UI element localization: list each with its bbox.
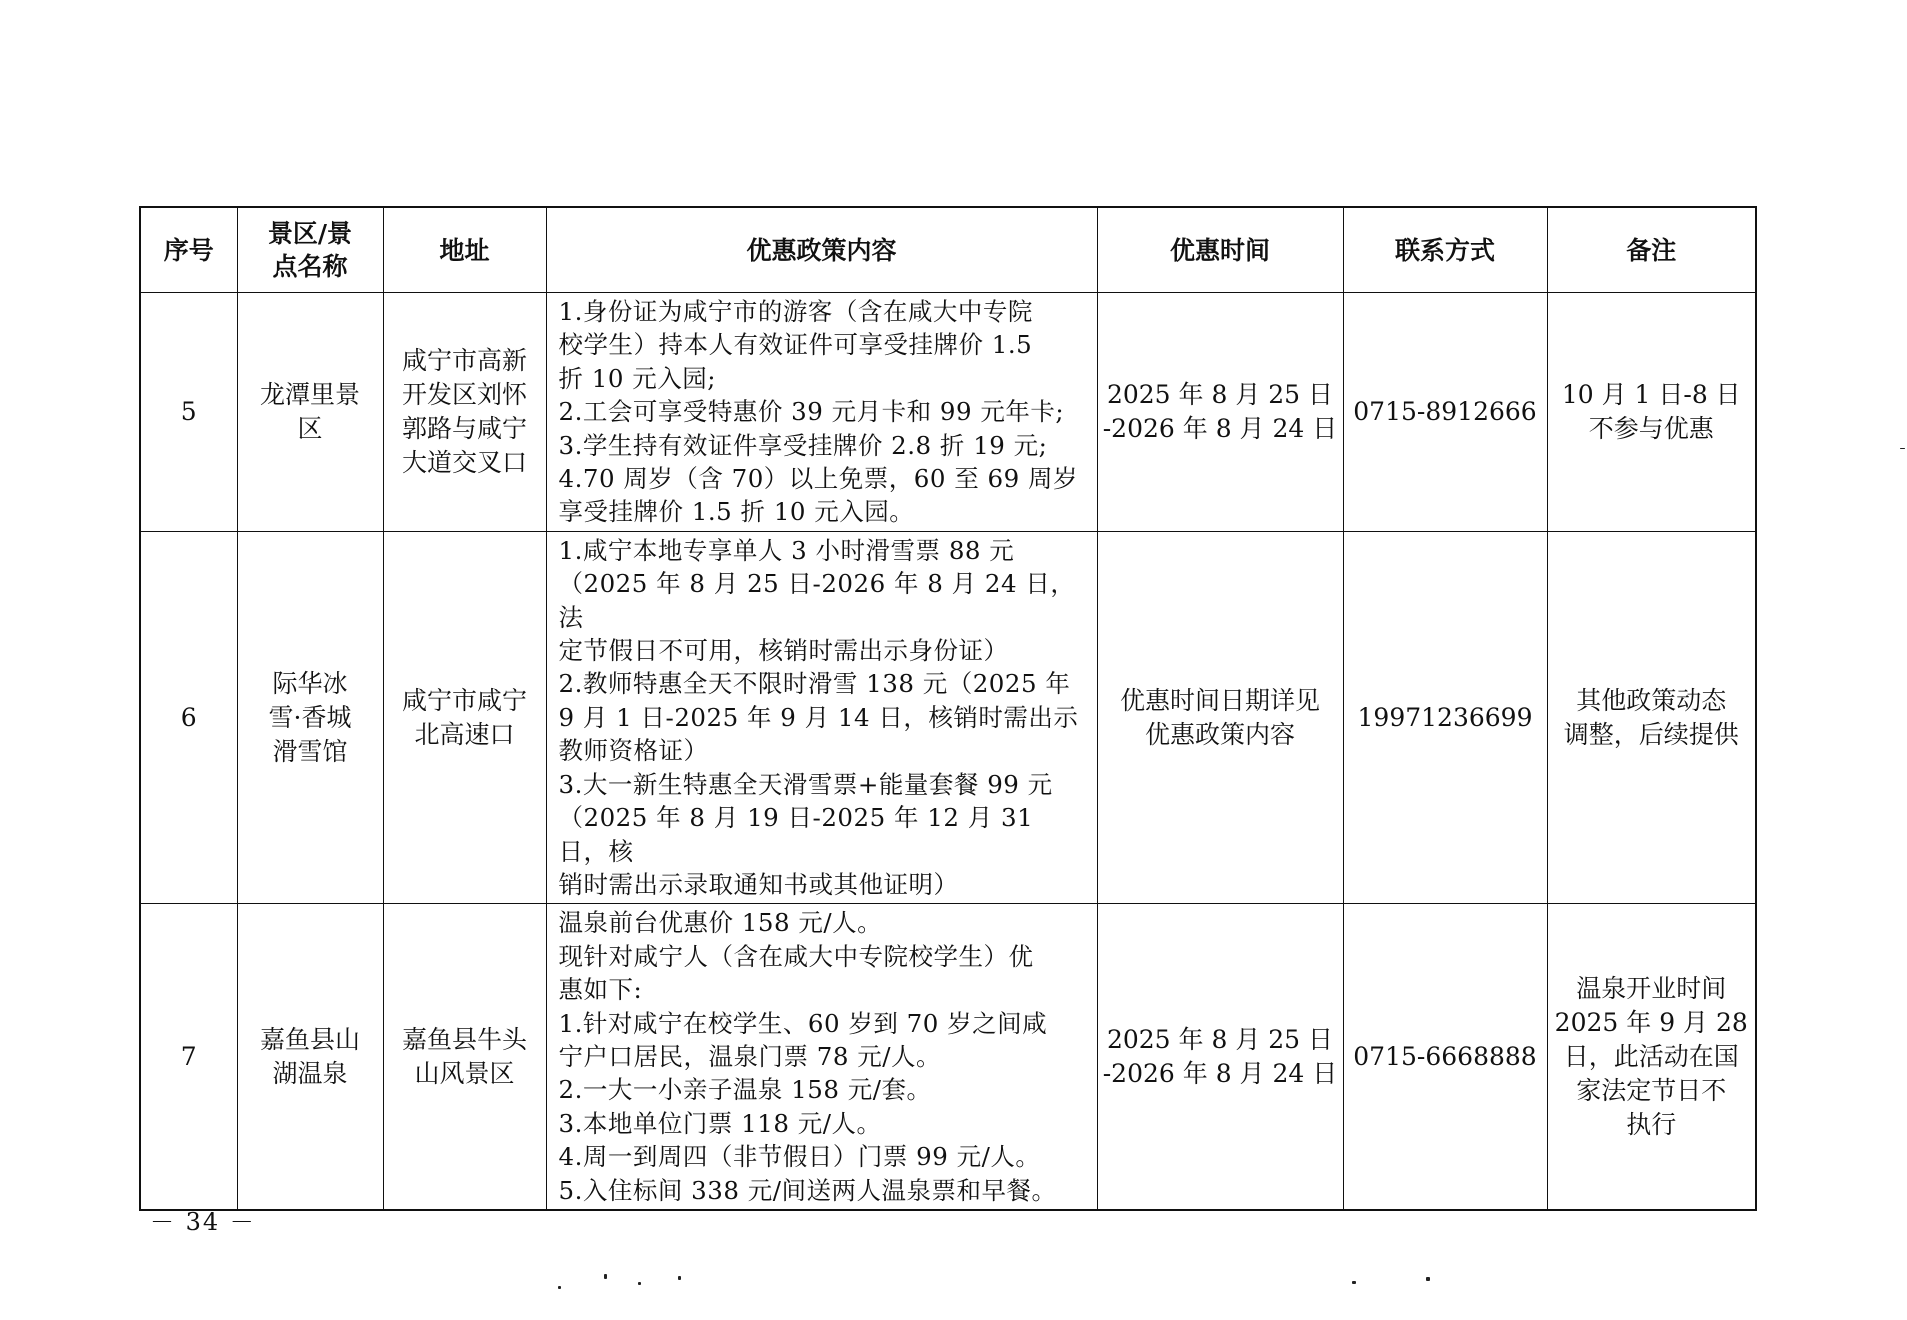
remark-line: 日，此活动在国 xyxy=(1563,1041,1739,1071)
serial-number-cell: 5 xyxy=(140,293,237,532)
policy-line: 教师资格证） xyxy=(558,736,709,766)
scan-speck xyxy=(1352,1281,1356,1284)
policy-line: （2025 年 8 月 19 日-2025 年 12 月 31 日，核 xyxy=(558,803,1034,866)
scan-speck xyxy=(678,1276,681,1280)
discount-time-cell xyxy=(1097,531,1343,903)
policy-line: 1.咸宁本地专享单人 3 小时滑雪票 88 元 xyxy=(558,535,1015,565)
address-line: 山风景区 xyxy=(414,1058,515,1088)
table-row xyxy=(140,904,1756,1210)
policy-content-cell xyxy=(546,531,1097,903)
header-name-line: 景区/景 xyxy=(267,219,353,248)
time-line: -2026 年 8 月 24 日 xyxy=(1102,413,1338,443)
policy-line: 4.70 周岁（含 70）以上免票，60 至 69 周岁 xyxy=(558,464,1079,494)
remark-cell xyxy=(1547,293,1756,532)
scenic-name-cell xyxy=(237,531,383,903)
policy-line: 2.一大一小亲子温泉 158 元/套。 xyxy=(558,1075,932,1105)
address-line: 开发区刘怀 xyxy=(401,379,527,409)
remark-line: 家法定节日不 xyxy=(1576,1075,1727,1105)
remark-line: 不参与优惠 xyxy=(1588,413,1714,443)
address-line: 咸宁市高新 xyxy=(401,345,527,375)
discount-time-cell xyxy=(1097,904,1343,1210)
header-discount-time: 优惠时间 xyxy=(1097,207,1343,293)
scan-speck xyxy=(604,1274,607,1279)
time-line: 2025 年 8 月 25 日 xyxy=(1106,379,1334,409)
address-line: 嘉鱼县牛头 xyxy=(401,1024,527,1054)
policy-line: 5.入住标间 338 元/间送两人温泉票和早餐。 xyxy=(558,1175,1057,1205)
header-scenic-spot-name xyxy=(237,207,383,293)
policy-line: 现针对咸宁人（含在咸大中专院校学生）优 xyxy=(558,941,1034,971)
remark-line: 调整，后续提供 xyxy=(1563,719,1739,749)
time-line: 优惠政策内容 xyxy=(1144,719,1295,749)
policy-line: 折 10 元入园; xyxy=(558,363,717,393)
remark-line: 2025 年 9 月 28 xyxy=(1554,1007,1748,1037)
scan-speck xyxy=(558,1286,561,1289)
name-line: 嘉鱼县山 xyxy=(259,1024,360,1054)
policy-line: 1.针对咸宁在校学生、60 岁到 70 岁之间咸 xyxy=(558,1008,1048,1038)
page-number: － 34 － xyxy=(150,1208,256,1236)
address-cell xyxy=(383,531,546,903)
remark-line: 其他政策动态 xyxy=(1576,685,1727,715)
name-line: 区 xyxy=(297,413,323,443)
address-line: 咸宁市咸宁 xyxy=(401,685,527,715)
scan-speck xyxy=(1426,1277,1430,1281)
table-row xyxy=(140,293,1756,532)
remark-line: 执行 xyxy=(1626,1109,1677,1139)
scenic-name-cell xyxy=(237,904,383,1210)
scan-speck xyxy=(638,1282,641,1285)
policy-line: 销时需出示录取通知书或其他证明） xyxy=(558,869,959,899)
time-line: -2026 年 8 月 24 日 xyxy=(1102,1058,1338,1088)
policy-line: 校学生）持本人有效证件可享受挂牌价 1.5 xyxy=(558,330,1033,360)
policy-line: 4.周一到周四（非节假日）门票 99 元/人。 xyxy=(558,1142,1041,1172)
header-address: 地址 xyxy=(383,207,546,293)
policy-line: 1.身份证为咸宁市的游客（含在咸大中专院 xyxy=(558,297,1033,326)
scenic-name-cell xyxy=(237,293,383,532)
policy-line: 9 月 1 日-2025 年 9 月 14 日，核销时需出示 xyxy=(558,702,1079,732)
table-row xyxy=(140,531,1756,903)
name-line: 湖温泉 xyxy=(272,1058,348,1088)
header-contact: 联系方式 xyxy=(1343,207,1547,293)
remark-cell xyxy=(1547,531,1756,903)
remark-line: 10 月 1 日-8 日 xyxy=(1561,379,1741,409)
serial-number-cell: 6 xyxy=(140,531,237,903)
contact-cell: 0715-8912666 xyxy=(1343,293,1547,532)
policy-line: 惠如下: xyxy=(558,975,643,1005)
remark-line: 温泉开业时间 xyxy=(1576,973,1727,1003)
policy-content-cell xyxy=(546,293,1097,532)
discount-time-cell xyxy=(1097,293,1343,532)
policy-line: 定节假日不可用，核销时需出示身份证） xyxy=(558,636,1009,666)
contact-cell: 19971236699 xyxy=(1343,531,1547,903)
address-cell xyxy=(383,904,546,1210)
header-serial-number: 序号 xyxy=(140,207,237,293)
policy-line: 2.工会可享受特惠价 39 元月卡和 99 元年卡; xyxy=(558,397,1065,427)
time-line: 2025 年 8 月 25 日 xyxy=(1106,1024,1334,1054)
remark-cell xyxy=(1547,904,1756,1210)
address-line: 北高速口 xyxy=(414,719,515,749)
header-name-line: 点名称 xyxy=(272,252,348,281)
name-line: 龙潭里景 xyxy=(259,379,360,409)
header-policy-content: 优惠政策内容 xyxy=(546,207,1097,293)
address-line: 郭路与咸宁 xyxy=(401,413,527,443)
policy-line: 2.教师特惠全天不限时滑雪 138 元（2025 年 xyxy=(558,669,1071,699)
policy-line: （2025 年 8 月 25 日-2026 年 8 月 24 日，法 xyxy=(558,569,1076,632)
name-line: 际华冰 xyxy=(272,668,348,698)
header-remark: 备注 xyxy=(1547,207,1756,293)
policy-line: 温泉前台优惠价 158 元/人。 xyxy=(558,908,883,938)
address-cell xyxy=(383,293,546,532)
serial-number-cell: 7 xyxy=(140,904,237,1210)
table-header-row xyxy=(140,207,1756,293)
contact-cell: 0715-6668888 xyxy=(1343,904,1547,1210)
policy-content-cell xyxy=(546,904,1097,1210)
policy-line: 3.大一新生特惠全天滑雪票+能量套餐 99 元 xyxy=(558,769,1053,799)
address-line: 大道交叉口 xyxy=(401,447,527,477)
discount-policy-table xyxy=(139,206,1757,1211)
policy-line: 宁户口居民，温泉门票 78 元/人。 xyxy=(558,1041,942,1071)
scan-speck xyxy=(1900,448,1905,449)
name-line: 滑雪馆 xyxy=(272,736,348,766)
time-line: 优惠时间日期详见 xyxy=(1119,685,1320,715)
policy-line: 3.本地单位门票 118 元/人。 xyxy=(558,1108,882,1138)
name-line: 雪·香城 xyxy=(268,702,352,732)
policy-line: 3.学生持有效证件享受挂牌价 2.8 折 19 元; xyxy=(558,430,1048,460)
policy-line: 享受挂牌价 1.5 折 10 元入园。 xyxy=(558,497,915,527)
